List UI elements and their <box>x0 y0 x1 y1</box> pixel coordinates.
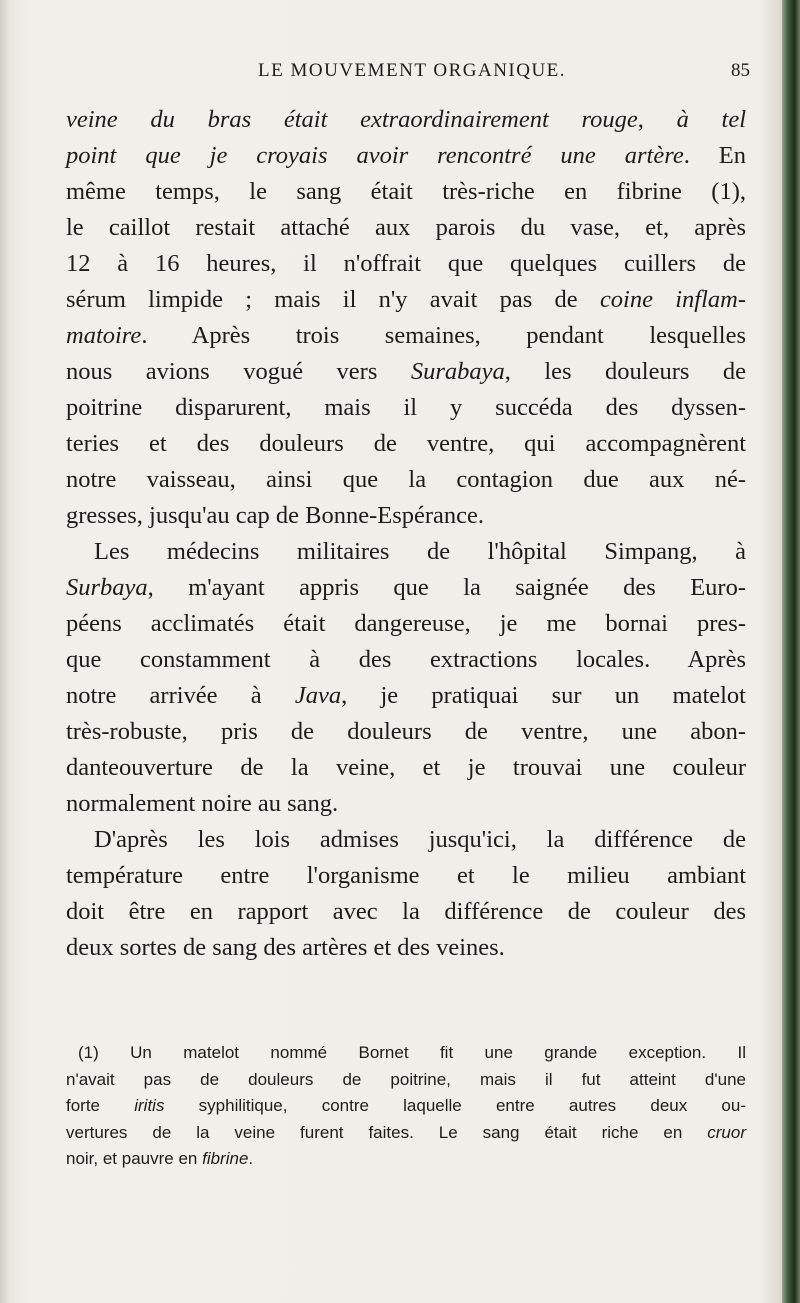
page-number: 85 <box>731 60 750 81</box>
text-run: nous avions vogué vers <box>66 358 411 385</box>
text-run: noir, et pauvre en <box>66 1149 203 1168</box>
text-run: . <box>248 1149 254 1168</box>
page-left-edge <box>0 0 10 1303</box>
text-line: doit être en rapport avec la différence de couleur des <box>66 898 746 925</box>
text-line: D'après les lois admises jusqu'ici, la différence de <box>94 826 746 853</box>
text-line: normalement noire au sang. <box>66 790 339 817</box>
italic-text: cruor <box>707 1122 746 1142</box>
text-line <box>66 678 746 714</box>
footnote <box>66 1040 746 1173</box>
text-line: 12 à 16 heures, il n'offrait que quelques cuillers de <box>66 250 746 277</box>
italic-text: Surabaya <box>410 358 505 385</box>
page-header <box>70 60 750 90</box>
text-run: . En <box>683 142 746 169</box>
running-head: LE MOUVEMENT ORGANIQUE. <box>258 60 567 81</box>
text-run: sérum limpide ; mais il n'y avait pas de <box>66 286 600 313</box>
text-run: forte <box>66 1096 135 1115</box>
italic-text: fibrine <box>202 1149 249 1168</box>
italic-text: Java <box>294 682 342 709</box>
text-run: . Après trois semaines, pendant lesquelles <box>141 322 746 349</box>
text-run: , les douleurs de <box>504 358 746 385</box>
text-line: danteouverture de la veine, et je trouvai une couleur <box>66 754 746 781</box>
text-line <box>66 282 746 318</box>
italic-text: veine du bras était extraordinairement rouge <box>66 106 638 133</box>
italic-text: coine inflam- <box>599 286 747 313</box>
text-run: , je pratiquai sur un matelot <box>341 682 746 709</box>
text-line <box>66 102 746 138</box>
text-line: deux sortes de sang des artères et des veines. <box>66 934 505 961</box>
paragraph-3 <box>66 822 746 966</box>
text-run: vertures de la veine furent faites. Le sang était riche en <box>66 1122 683 1142</box>
footnote-line: (1) Un matelot nommé Bornet fit une grande exception. Il <box>78 1043 746 1062</box>
paragraph-2 <box>66 534 746 822</box>
italic-text: matoire <box>66 322 142 349</box>
footnote-line <box>66 1146 746 1173</box>
text-run: , <box>637 106 677 133</box>
footnote-line <box>66 1093 746 1120</box>
italic-text: iritis <box>134 1096 165 1115</box>
text-line: très-robuste, pris de douleurs de ventre, une abon- <box>66 718 746 745</box>
text-line <box>66 354 746 390</box>
text-line: que constamment à des extractions locales. Après <box>66 646 746 673</box>
text-run: , m'ayant appris que la saignée des Euro- <box>147 574 746 601</box>
text-line: poitrine disparurent, mais il y succéda des dyssen- <box>66 394 746 421</box>
italic-text: point que je croyais avoir rencontré une artère <box>66 142 684 169</box>
text-line: notre vaisseau, ainsi que la contagion due aux né- <box>66 466 746 493</box>
text-line <box>66 138 746 174</box>
body-text <box>66 102 746 966</box>
footnote-line <box>66 1120 746 1147</box>
text-line: le caillot restait attaché aux parois du vase, et, après <box>66 214 746 241</box>
italic-text: à tel <box>676 106 746 133</box>
text-line: température entre l'organisme et le milieu ambiant <box>66 862 746 889</box>
text-line: teries et des douleurs de ventre, qui accompagnèrent <box>66 430 746 457</box>
text-run: notre arrivée à <box>66 682 295 709</box>
italic-text: Surbaya <box>66 574 148 601</box>
text-line <box>66 318 746 354</box>
text-line: péens acclimatés était dangereuse, je me bornai pres- <box>66 610 746 637</box>
footnote-line: n'avait pas de douleurs de poitrine, mais il fut atteint d'une <box>66 1069 746 1089</box>
book-spine-edge <box>782 0 800 1303</box>
text-line <box>66 570 746 606</box>
text-line: même temps, le sang était très-riche en fibrine (1), <box>66 178 746 205</box>
text-line: Les médecins militaires de l'hôpital Simpang, à <box>94 538 746 565</box>
text-line: gresses, jusqu'au cap de Bonne-Espérance. <box>66 502 485 529</box>
text-run: syphilitique, contre laquelle entre autres deux ou- <box>164 1096 747 1115</box>
paragraph-1 <box>66 102 746 534</box>
